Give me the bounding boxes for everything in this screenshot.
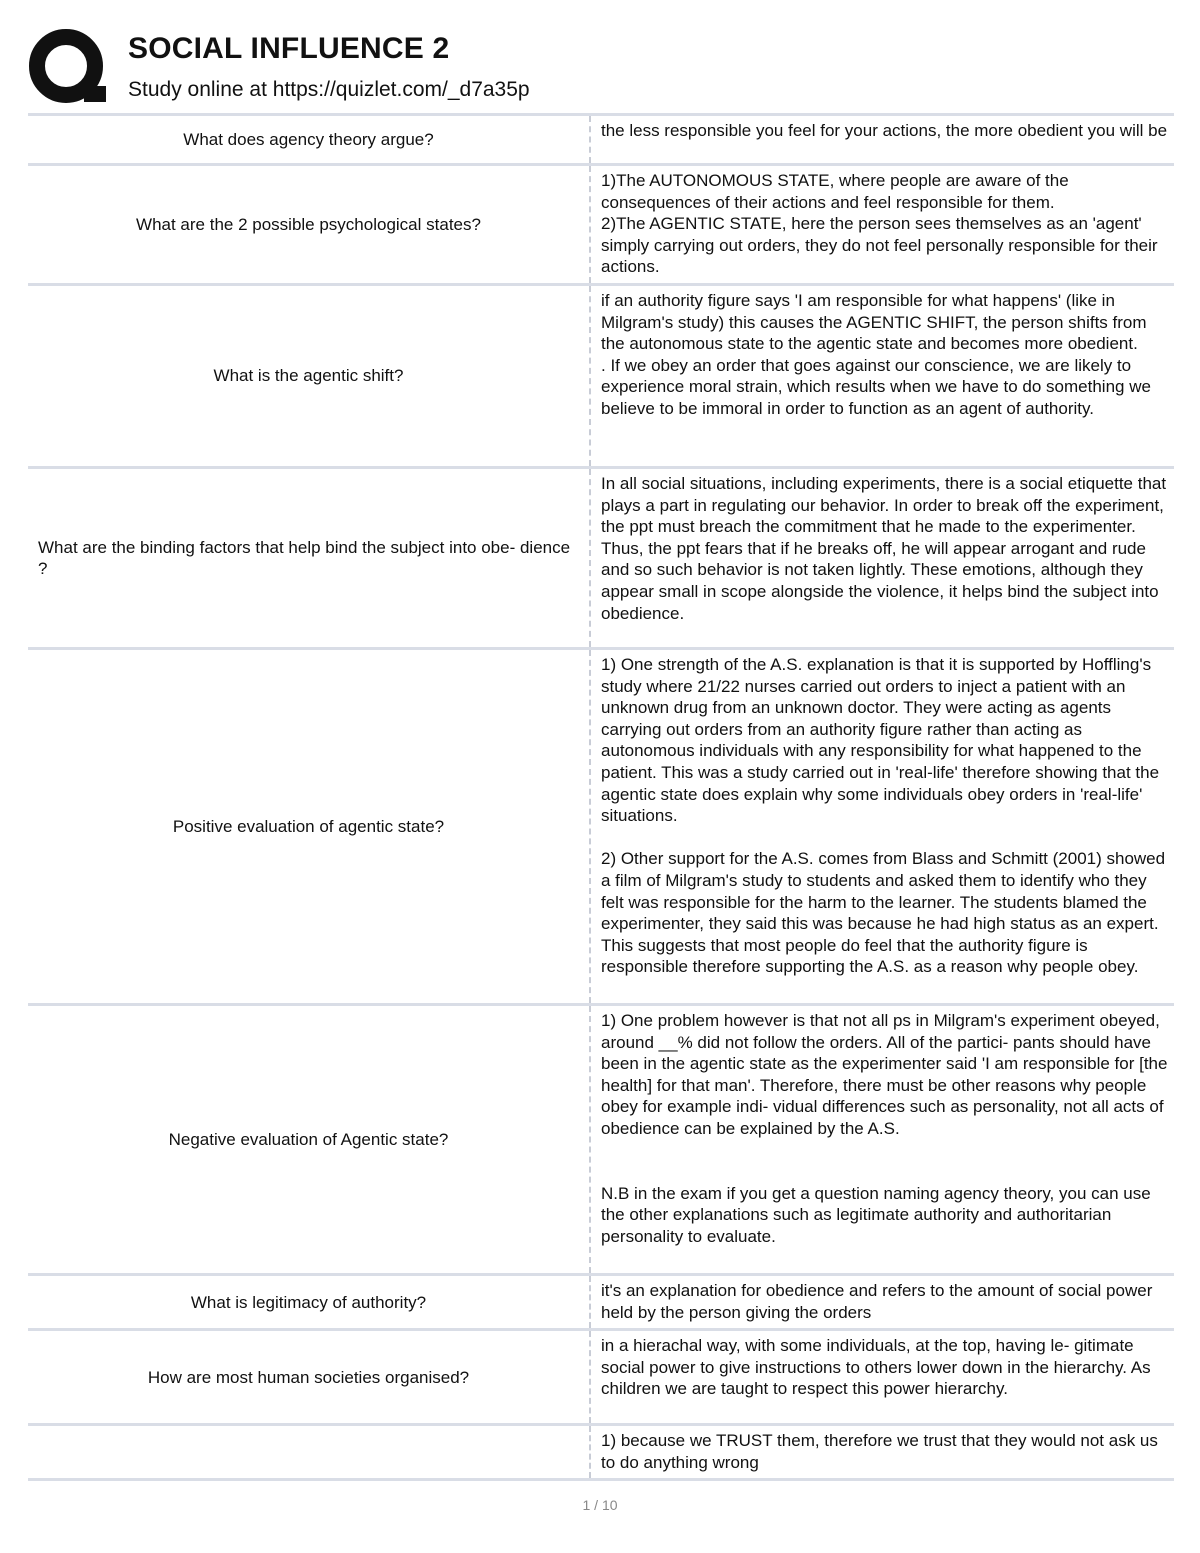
card-definition: it's an explanation for obedience and refers to the amount of social power held by the person giving the orders: [590, 1274, 1174, 1329]
flashcard-row: [28, 284, 1174, 467]
card-term: How are most human societies organised?: [147, 1367, 470, 1387]
card-term: What is legitimacy of authority?: [190, 1292, 427, 1312]
page-number: 1 / 10: [582, 1497, 618, 1513]
card-definition: In all social situations, including experiments, there is a social etiquette that plays a part in regulating our behavior. In order to break off the experiment, the ppt must breach the commitment that he made to the experimenter. Thus, the ppt fears that if he breaks off, he will appear arrogant and rude and so such behavior is not taken lightly. These emotions, although they appear small in scope alongside the violence, it helps bind the subject into obedience.: [590, 467, 1174, 648]
page-header: [28, 28, 1178, 108]
quizlet-logo-icon: [28, 28, 108, 108]
flashcard-row: [28, 1425, 1174, 1480]
flashcard-row: [28, 1274, 1174, 1329]
card-term: What are the binding factors that help bind the subject into obe- dience ?: [38, 537, 571, 578]
card-term: What does agency theory argue?: [183, 130, 434, 149]
card-term: What is the agentic shift?: [213, 366, 404, 386]
card-definition: 1)The AUTONOMOUS STATE, where people are aware of the consequences of their actions and feel responsible for them. 2)The AGENTIC STATE, here the person sees themselves as an 'agent' simply carrying out orders, they do not feel personally responsible for their actions.: [590, 165, 1174, 285]
card-definition: if an authority figure says 'I am responsible for what happens' (like in Milgram's study) this causes the AGENTIC SHIFT, the person shifts from the autonomous state to the agentic state and becomes more obedient. . If we obey an order that goes against our conscience, we are likely to experience moral strain, which results when we have to do something we believe to be immoral in order to function as an agent of authority.: [590, 284, 1174, 467]
flashcard-row: [28, 1330, 1174, 1425]
page-title: SOCIAL INFLUENCE 2: [128, 32, 450, 65]
flashcard-row: [28, 115, 1174, 165]
flashcard-row: [28, 648, 1174, 1004]
card-definition: the less responsible you feel for your actions, the more obedient you will be: [590, 115, 1174, 165]
study-link: Study online at https://quizlet.com/_d7a35p: [128, 78, 530, 101]
card-term: Negative evaluation of Agentic state?: [168, 1129, 449, 1149]
card-term: What are the 2 possible psychological states?: [136, 214, 481, 234]
flashcard-row: [28, 165, 1174, 285]
card-definition: in a hierachal way, with some individuals, at the top, having le- gitimate social power to give instructions to others lower down in the hierarchy. As children we are taught to respect this power hierarchy.: [590, 1330, 1174, 1425]
card-definition: 1) because we TRUST them, therefore we trust that they would not ask us to do anything wrong: [590, 1425, 1174, 1480]
card-term: Positive evaluation of agentic state?: [172, 816, 445, 836]
flashcard-table: [28, 113, 1174, 1481]
card-definition: 1) One strength of the A.S. explanation is that it is supported by Hoffling's study where 21/22 nurses carried out orders to inject a patient with an unknown drug from an unknown doctor. They were acting as agents carrying out orders from an authority figure rather than acting as autonomous individuals with any responsibility for what happened to the patient. This was a study carried out in 'real-life' therefore showing that the agentic state does explain why some individuals obey orders in 'real-life' situations. 2) Other support for the A.S. comes from Blass and Schmitt (2001) showed a film of Milgram's study to students and asked them to identify who they felt was responsible for the harm to the learner. The students blamed the experimenter, they said this was because he had high status as an expert. This suggests that most people do feel that the authority figure is responsible therefore supporting the A.S. as a reason why people obey.: [590, 648, 1174, 1004]
flashcard-row: [28, 467, 1174, 648]
card-definition: 1) One problem however is that not all ps in Milgram's experiment obeyed, around __% did not follow the orders. All of the partici- pants should have been in the agentic state as the experimenter said 'I am responsible for [the health] for that man'. Therefore, there must be other reasons why people obey for example indi- vidual differences such as personality, not all acts of obedience can be explained by the A.S. N.B in the exam if you get a question naming agency theory, you can use the other explanations such as legitimate authority and authoritarian personality to evaluate.: [590, 1004, 1174, 1274]
flashcard-row: [28, 1004, 1174, 1274]
card-term: [28, 1425, 590, 1480]
